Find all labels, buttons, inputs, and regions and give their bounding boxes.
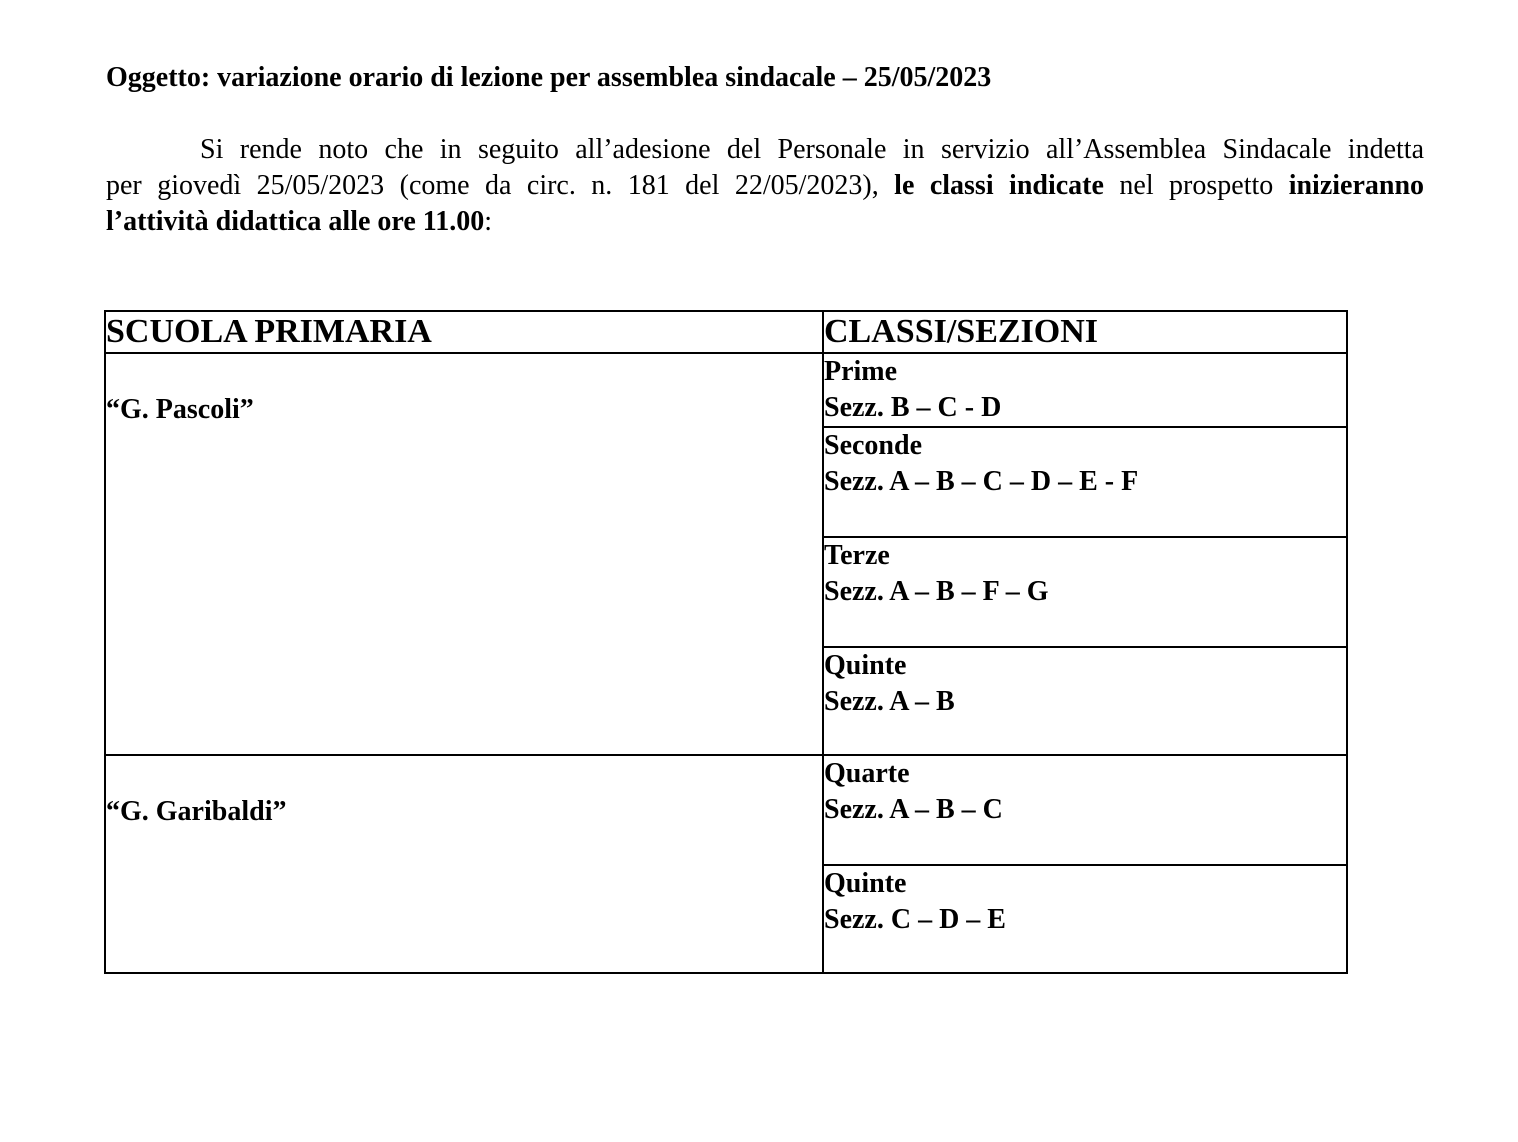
school-cell-garibaldi [105, 755, 823, 973]
class-cell [823, 755, 1347, 865]
table-row [105, 353, 1347, 427]
paragraph-line-1 [106, 132, 1424, 168]
school-cell-pascoli [105, 353, 823, 755]
header-school: SCUOLA PRIMARIA [105, 311, 823, 353]
school-name: “G. Garibaldi” [106, 796, 287, 827]
class-name: Seconde [824, 430, 922, 461]
header-classes: CLASSI/SEZIONI [823, 311, 1347, 353]
class-cell [823, 537, 1347, 647]
table-row [105, 755, 1347, 865]
class-name: Quarte [824, 758, 910, 789]
school-name: “G. Pascoli” [106, 394, 254, 425]
paragraph-line-1-text: Si rende noto che in seguito all’adesione del Personale in servizio all’Assemblea Sindacale indetta [200, 134, 1424, 165]
class-cell [823, 647, 1347, 755]
paragraph-line-3 [106, 204, 1424, 240]
class-sections: Sezz. A – B – C [824, 794, 1003, 825]
class-sections: Sezz. C – D – E [824, 904, 1006, 935]
paragraph-bold-start: inizieranno [1288, 170, 1425, 201]
document-paragraph [106, 132, 1424, 240]
paragraph-colon: : [484, 206, 492, 237]
paragraph-line-2-text: per giovedì 25/05/2023 (come da circ. n. 181 del 22/05/2023), [106, 170, 879, 201]
class-cell [823, 353, 1347, 427]
class-sections: Sezz. B – C - D [824, 392, 1002, 423]
class-sections: Sezz. A – B – F – G [824, 576, 1049, 607]
class-sections: Sezz. A – B [824, 686, 955, 717]
paragraph-bold-time: l’attività didattica alle ore 11.00 [106, 206, 485, 237]
classes-table [104, 310, 1348, 974]
class-name: Quinte [824, 868, 907, 899]
document-subject: Oggetto: variazione orario di lezione per assemblea sindacale – 25/05/2023 [106, 62, 992, 93]
table-header-row [105, 311, 1347, 353]
paragraph-line-2 [106, 168, 1424, 204]
class-name: Quinte [824, 650, 907, 681]
class-cell [823, 427, 1347, 537]
class-cell [823, 865, 1347, 973]
class-sections: Sezz. A – B – C – D – E - F [824, 466, 1139, 497]
paragraph-line-2-text-2: nel prospetto [1119, 170, 1274, 201]
paragraph-bold-classes: le classi indicate [894, 170, 1104, 201]
class-name: Prime [824, 356, 898, 387]
class-name: Terze [824, 540, 890, 571]
